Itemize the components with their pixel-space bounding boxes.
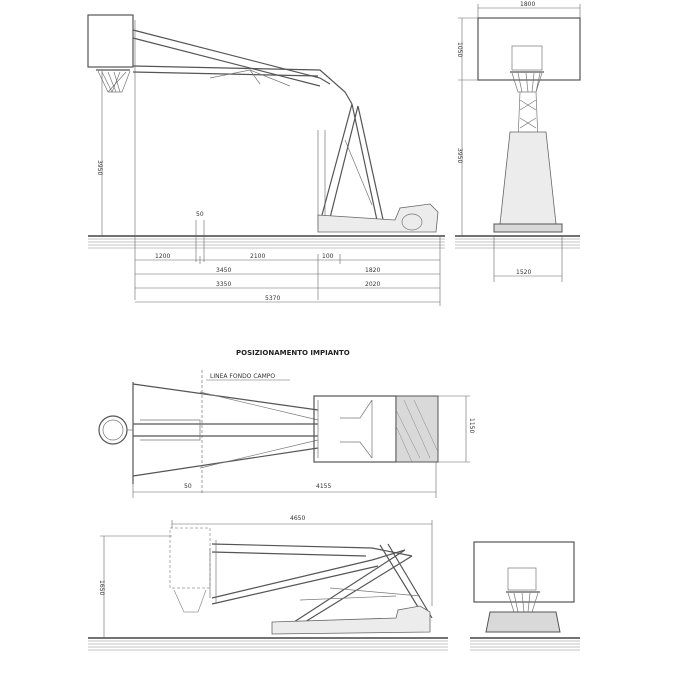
side-dim-5370: 5370 [265, 295, 281, 302]
side-ground-hatch [88, 239, 445, 248]
side-dim-2100: 2100 [250, 253, 266, 260]
front-target-square [512, 46, 542, 70]
side-backboard [88, 15, 133, 67]
folded-upper-arm [212, 544, 412, 556]
side-dim-3350: 3350 [216, 281, 232, 288]
folded-ground-hatch [88, 641, 448, 650]
plan-offset-label: 50 [184, 483, 192, 490]
folded-backboard-edge [210, 540, 216, 604]
front-ground-hatch [455, 239, 580, 248]
side-dim-100: 100 [322, 253, 334, 260]
plan-base-struts [318, 400, 372, 458]
side-height-label: 3950 [96, 160, 103, 176]
folded-ghost-backboard [170, 528, 210, 588]
plan-view [99, 370, 475, 498]
folded-front-target [508, 568, 536, 590]
side-rear-brace [352, 104, 384, 225]
front-post-height-label: 3950 [456, 148, 463, 164]
side-dim-2020: 2020 [365, 281, 381, 288]
folded-length-label: 4650 [290, 515, 306, 522]
side-view [88, 15, 445, 306]
plan-center-beam [133, 424, 318, 436]
side-base [318, 204, 438, 232]
folded-lower-arm [212, 550, 405, 604]
section-title: POSIZIONAMENTO IMPIANTO [236, 349, 350, 357]
side-net [98, 71, 130, 92]
folded-front-backboard [474, 542, 574, 602]
plan-rim-inner [103, 420, 123, 440]
folded-height-label: 1650 [98, 580, 105, 596]
side-front-brace [322, 104, 358, 218]
side-truss [210, 70, 290, 86]
front-backboard [478, 18, 580, 80]
front-base-foot [494, 224, 562, 232]
side-dim-1200: 1200 [155, 253, 171, 260]
folded-ghost-net [174, 590, 206, 612]
folded-view [88, 515, 448, 650]
plan-length-label: 4155 [316, 483, 332, 490]
front-base [500, 132, 556, 224]
folded-cross-braces [300, 588, 420, 600]
plan-beam-detail [140, 420, 200, 440]
front-width-label: 1800 [520, 1, 536, 8]
plan-base-frame [314, 396, 396, 462]
plan-baseline-label: LINEA FONDO CAMPO [210, 373, 276, 380]
front-base-label: 1520 [516, 269, 532, 276]
plan-width-label: 1150 [468, 418, 475, 434]
front-net [512, 73, 542, 92]
side-upper-arm [133, 30, 330, 86]
side-50-label: 50 [196, 211, 204, 218]
folded-front-ground-hatch [470, 641, 580, 650]
folded-front-leg [294, 550, 412, 625]
folded-base [272, 606, 430, 634]
side-column [318, 130, 325, 228]
side-dim-3450: 3450 [216, 267, 232, 274]
folded-front-view [470, 542, 580, 650]
side-dim-1820: 1820 [365, 267, 381, 274]
front-view [455, 1, 580, 282]
front-board-height-label: 1050 [456, 42, 463, 58]
folded-front-base [486, 612, 560, 632]
